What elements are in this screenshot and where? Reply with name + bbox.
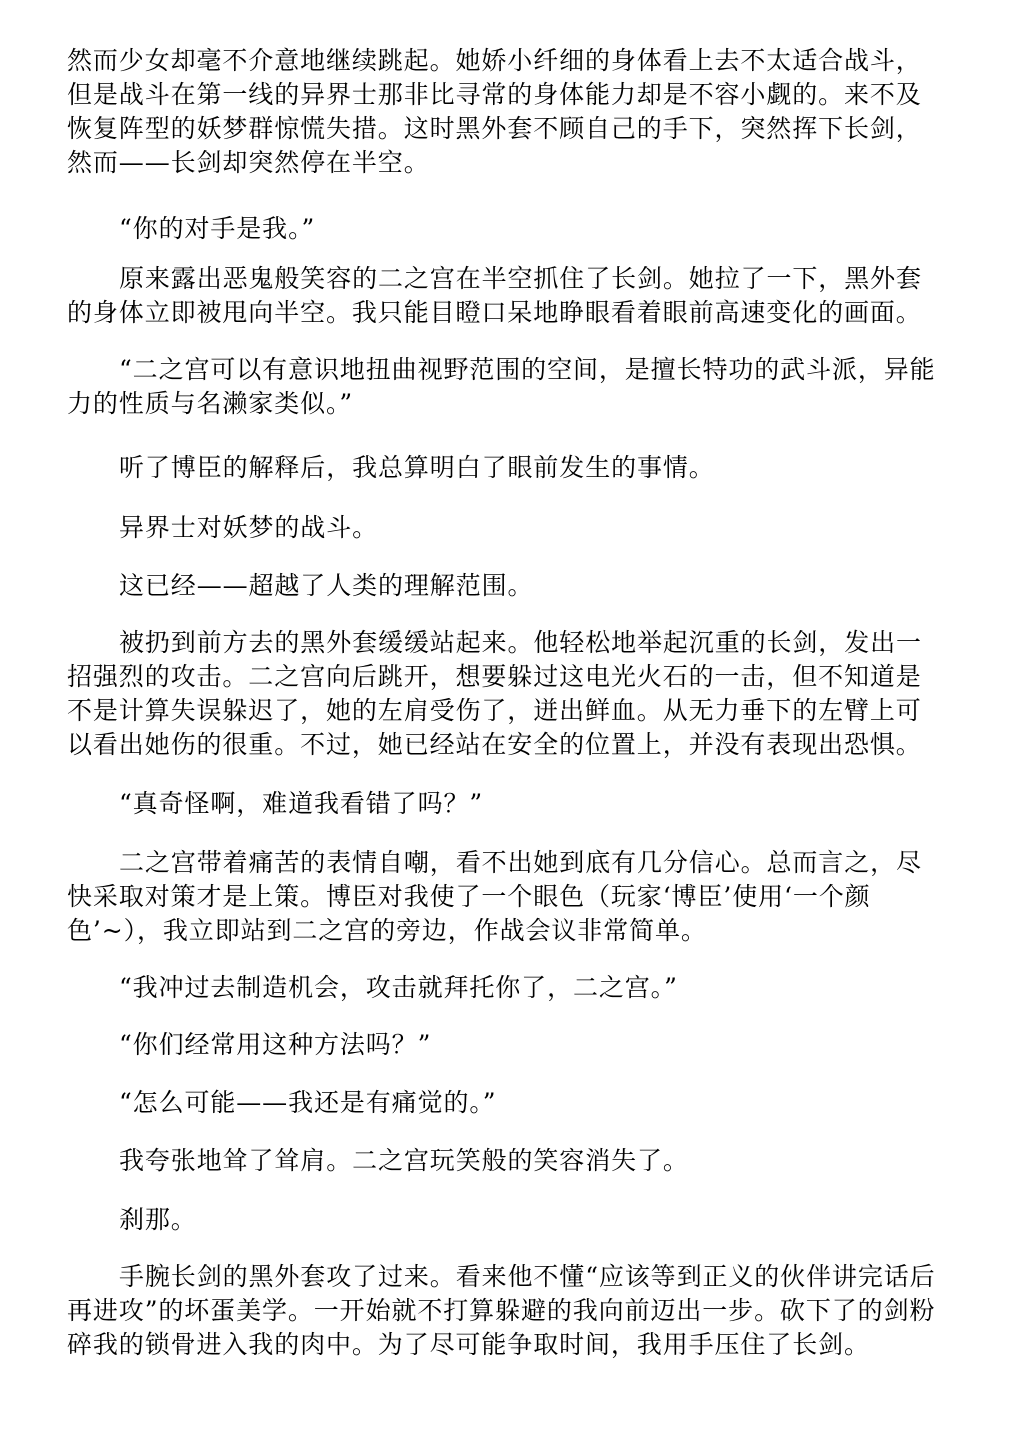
paragraph-5: 听了博臣的解释后，我总算明白了眼前发生的事情。 (119, 453, 715, 482)
paragraph-15: 刹那。 (119, 1205, 197, 1234)
paragraph-8: 被扔到前方去的黑外套缓缓站起来。他轻松地举起沉重的长剑，发出一招强烈的攻击。二之宫向后跳开，想要躲过这电光火石的一击，但不知道是不是计算失误躲迟了，她的左肩受伤了，迸出鲜血。从无力垂下的左臂上可以看出她伤的很重。不过，她已经站在安全的位置上，并没有表现出恐惧。 (67, 628, 922, 759)
paragraph-13: “怎么可能——我还是有痛觉的。” (119, 1088, 497, 1117)
paragraph-4: “二之宫可以有意识地扭曲视野范围的空间，是擅长特功的武斗派，异能力的性质与名濑家类似。” (67, 355, 936, 418)
paragraph-14: 我夸张地耸了耸肩。二之宫玩笑般的笑容消失了。 (119, 1146, 689, 1175)
paragraph-11: “我冲过去制造机会，攻击就拜托你了，二之宫。” (119, 973, 678, 1002)
paragraph-9: “真奇怪啊，难道我看错了吗？” (119, 789, 484, 818)
paragraph-2: “你的对手是我。” (119, 214, 316, 243)
paragraph-6: 异界士对妖梦的战斗。 (119, 513, 379, 542)
paragraph-1: 然而少女却毫不介意地继续跳起。她娇小纤细的身体看上去不太适合战斗，但是战斗在第一线的异界士那非比寻常的身体能力却是不容小觑的。来不及恢复阵型的妖梦群惊慌失措。这时黑外套不顾自己的手下，突然挥下长剑，然而——长剑却突然停在半空。 (67, 46, 922, 177)
paragraph-12: “你们经常用这种方法吗？” (119, 1030, 432, 1059)
paragraph-10: 二之宫带着痛苦的表情自嘲，看不出她到底有几分信心。总而言之，尽快采取对策才是上策。博臣对我使了一个眼色（玩家‘博臣’使用‘一个颜色’~），我立即站到二之宫的旁边，作战会议非常简单。 (67, 848, 922, 945)
paragraph-7: 这已经——超越了人类的理解范围。 (119, 571, 534, 600)
paragraph-16: 手腕长剑的黑外套攻了过来。看来他不懂“应该等到正义的伙伴讲完话后再进攻”的坏蛋美学。一开始就不打算躲避的我向前迈出一步。砍下了的剑粉碎我的锁骨进入我的肉中。为了尽可能争取时间，我用手压住了长剑。 (67, 1262, 936, 1359)
paragraph-3: 原来露出恶鬼般笑容的二之宫在半空抓住了长剑。她拉了一下，黑外套的身体立即被甩向半空。我只能目瞪口呆地睁眼看着眼前高速变化的画面。 (67, 264, 922, 327)
